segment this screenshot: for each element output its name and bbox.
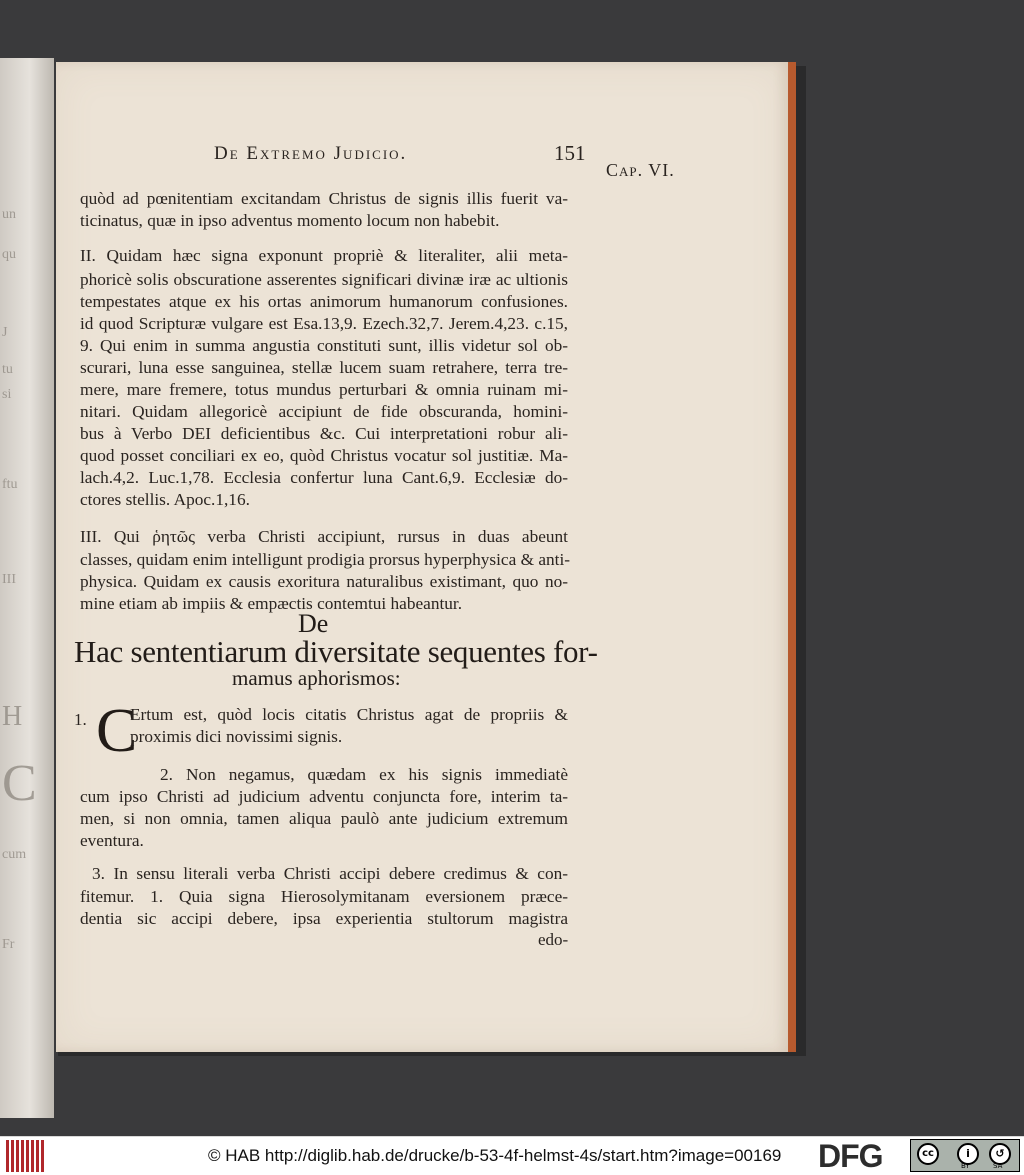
section-heading-de: De [298,609,329,638]
text-line: id quod Scripturæ vulgare est Esa.13,9. Ezech.32,7. Jerem.4,23. c.15, [80,314,568,333]
running-head: De Extremo Judicio. [214,143,408,164]
share-alike-icon: ↺ [989,1143,1011,1165]
text-line: phoricè solis obscuratione asserentes significari divinæ iræ ac ultionis [80,270,568,289]
cc-by-label: BY [961,1162,970,1170]
dfg-logo: DFG [818,1138,883,1174]
chapter-label: Cap. VI. [606,160,675,180]
text-line: dentia sic accipi debere, ipsa experientia stultorum magistra [80,909,568,928]
page-number: 151 [554,141,586,165]
cc-sa-label: SA [993,1162,1003,1170]
text-line: 2. Non negamus, quædam ex his signis immediatè [160,765,568,784]
text-line: 9. Qui enim in summa angustia constituti sunt, illis videtur sol ob- [80,336,568,355]
text-line: bus à Verbo DEI deficientibus &c. Cui interpretationi robur ali- [80,424,568,443]
text-line: II. Quidam hæc signa exponunt propriè & literaliter, alii meta- [80,246,568,265]
text-line: scurari, luna esse sanguinea, stellæ lucem suam retrahere, terra tre- [80,358,568,377]
text-line: classes, quidam enim intelligunt prodigia prorsus hyperphysica & anti- [80,550,571,569]
text-line: quòd ad pœnitentiam excitandam Christus de signis illis fuerit va- [80,189,568,208]
text-line: lach.4,2. Luc.1,78. Ecclesia confertur luna Cant.6,9. Ecclesiæ do- [80,468,568,487]
drop-cap: C [96,697,138,765]
catchword: edo- [538,930,569,949]
text-line: physica. Quidam ex causis exoritura naturalibus existimant, quo no- [80,572,568,591]
text-line: ctores stellis. Apoc.1,16. [80,490,250,509]
previous-page-edge: un qu J tu si ftu III H C cum Fr [0,58,54,1118]
text-line: eventura. [80,831,144,850]
text-line: mine etiam ab impiis & empæctis contemtui habeantur. [80,594,463,613]
text-line: quod posset conciliari ex eo, quòd Christus vocatur sol justitiæ. Ma- [80,446,568,465]
viewer-footer [0,1136,1024,1175]
cc-license-badge[interactable] [910,1139,1020,1172]
text-line: mere, mare fremere, totus mundus perturbari & omnia ruinam mi- [80,380,568,399]
section-heading-continued: mamus aphorismos: [232,666,401,690]
text-line: nitari. Quidam allegoricè accipiunt de fide obscuranda, homini- [80,402,568,421]
section-heading: Hac sententiarum diversitate sequentes for- [74,634,598,669]
text-line: tempestates atque ex his ortas animorum humanorum confusiones. [80,292,568,311]
text-line: 3. In sensu literali verba Christi accipi debere credimus & con- [92,864,568,883]
text-line: fitemur. 1. Quia signa Hierosolymitanam eversionem præce- [80,887,568,906]
aphorism-number: 1. [74,710,87,729]
hab-barcode-icon [6,1140,48,1172]
text-line: proximis dici novissimi signis. [130,727,343,746]
text-line: cum ipso Christi ad judicium adventu conjuncta fore, interim ta- [80,787,568,806]
source-link[interactable]: © HAB http://diglib.hab.de/drucke/b-53-4f-helmst-4s/start.htm?image=00169 [208,1146,782,1165]
text-line: ticinatus, quæ in ipso adventus momento locum non habebit. [80,211,500,230]
text-line: III. Qui ῥητῶς verba Christi accipiunt, rursus in duas abeunt [80,527,568,546]
text-line: Ertum est, quòd locis citatis Christus agat de propriis & [130,705,568,724]
attribution-icon: i [957,1143,979,1165]
text-line: men, si non omnia, tamen aliqua paulò ante judicium extremum [80,809,568,828]
cc-icon: cc [917,1143,939,1165]
